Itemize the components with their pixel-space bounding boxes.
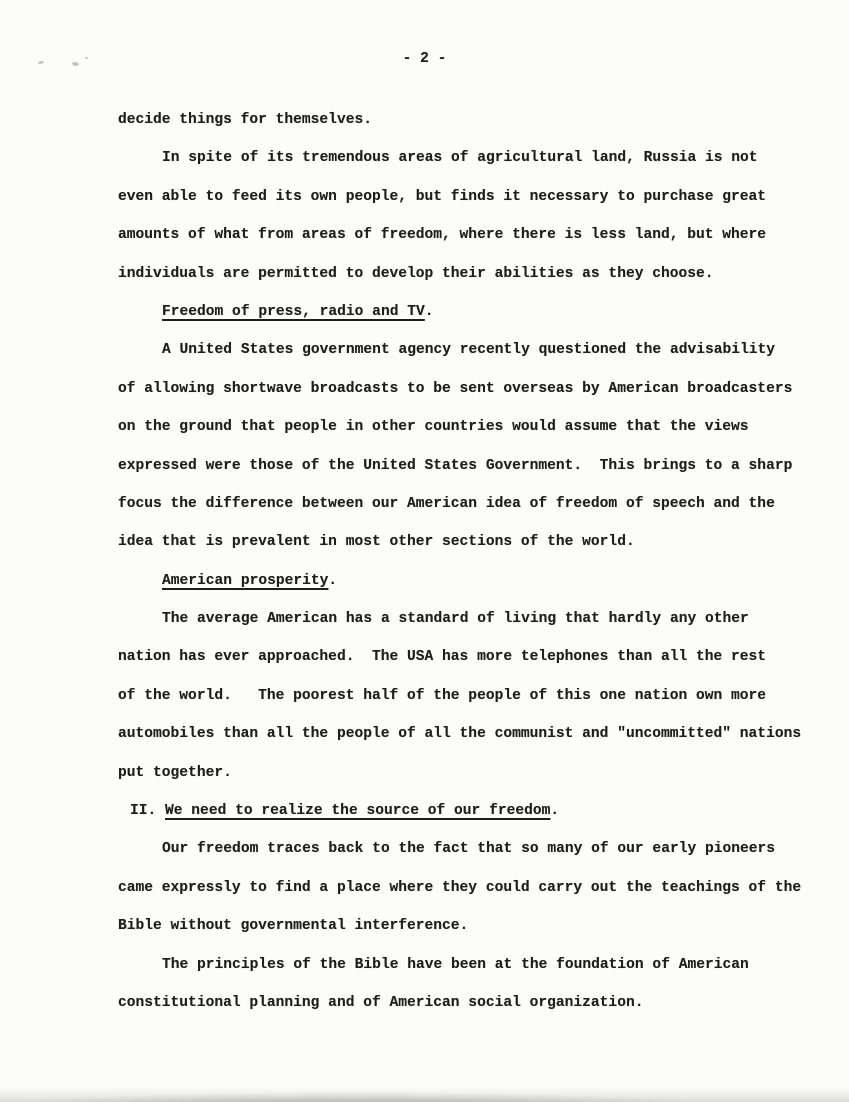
text-line: The average American has a standard of living that hardly any other xyxy=(162,611,749,628)
heading-underlined-text: American prosperity xyxy=(162,572,329,589)
text-line: The principles of the Bible have been at the foundation of American xyxy=(162,956,749,973)
page-number: - 2 - xyxy=(402,51,447,67)
text-line: decide things for themselves. xyxy=(118,112,372,128)
scan-edge-shadow xyxy=(0,1086,849,1102)
text-line: A United States government agency recently questioned the advisability xyxy=(162,342,776,359)
heading-numeral: II. xyxy=(130,803,166,820)
text-line: constitutional planning and of American social organization. xyxy=(118,994,644,1011)
text-line: individuals are permitted to develop their abilities as they choose. xyxy=(118,265,714,282)
text-line: automobiles than all the people of all the communist and "uncommitted" nations xyxy=(118,726,802,743)
heading-trailing-period: . xyxy=(328,572,338,589)
page-content xyxy=(118,101,808,1022)
heading-underlined-text: We need to realize the source of our freedom xyxy=(165,803,551,820)
text-line: focus the difference between our American idea of freedom of speech and the xyxy=(118,495,775,512)
text-line: nation has ever approached. The USA has more telephones than all the rest xyxy=(118,649,767,666)
section-heading-american-prosperity xyxy=(118,562,808,600)
text-line: expressed were those of the United States Government. This brings to a sharp xyxy=(118,457,793,474)
text-line: of allowing shortwave broadcasts to be sent overseas by American broadcasters xyxy=(118,380,793,397)
text-line: put together. xyxy=(118,764,232,781)
text-line: In spite of its tremendous areas of agricultural land, Russia is not xyxy=(162,150,758,167)
text-line: Our freedom traces back to the fact that so many of our early pioneers xyxy=(162,841,776,858)
text-line: even able to feed its own people, but finds it necessary to purchase great xyxy=(118,188,767,205)
text-line: amounts of what from areas of freedom, where there is less land, but where xyxy=(118,227,767,244)
heading-trailing-period: . xyxy=(424,303,434,320)
heading-underlined-text: Freedom of press, radio and TV xyxy=(162,303,425,320)
heading-trailing-period: . xyxy=(550,803,560,820)
text-line: idea that is prevalent in most other sections of the world. xyxy=(118,534,635,551)
text-line: Bible without governmental interference. xyxy=(118,918,469,935)
text-line: came expressly to find a place where they could carry out the teachings of the xyxy=(118,879,802,896)
text-line: of the world. The poorest half of the people of this one nation own more xyxy=(118,687,767,704)
section-heading-press-radio-tv xyxy=(118,293,808,331)
text-line: on the ground that people in other countries would assume that the views xyxy=(118,419,749,436)
section-heading-source-of-freedom xyxy=(118,792,808,830)
